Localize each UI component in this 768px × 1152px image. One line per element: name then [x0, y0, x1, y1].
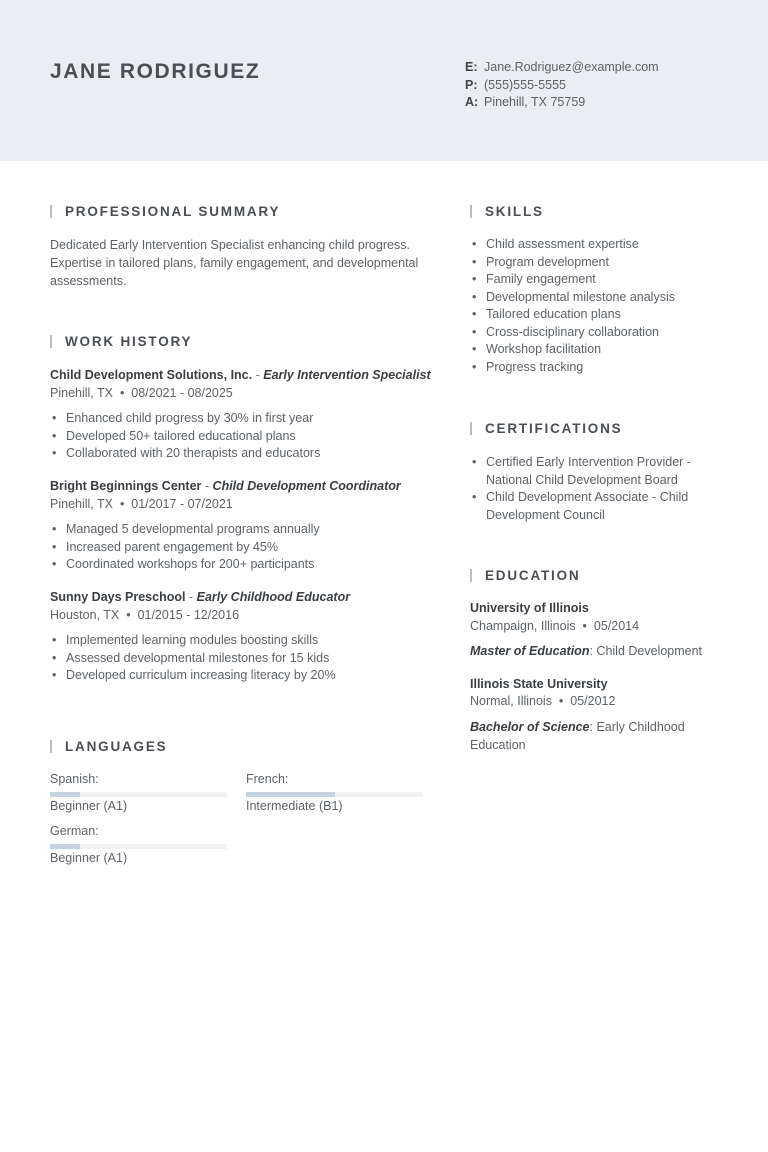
- list-item: • Certified Early Intervention Provider - National Child Development Board: [470, 454, 710, 489]
- contact-email-row: [465, 59, 659, 77]
- contact-email[interactable]: Jane.Rodriguez@example.com: [484, 60, 659, 74]
- job-company: Bright Beginnings Center: [50, 479, 202, 493]
- language-bar: [50, 792, 227, 797]
- candidate-name: JANE RODRIGUEZ: [50, 60, 261, 83]
- education-degree: [470, 718, 730, 754]
- list-item: • Assessed developmental milestones for 15 kids: [50, 650, 336, 668]
- list-item: • Program development: [470, 254, 730, 272]
- section-bar: [50, 205, 52, 218]
- education-school: University of Illinois: [470, 601, 589, 615]
- job-separator: -: [204, 479, 210, 493]
- list-item: • Cross-disciplinary collaboration: [470, 324, 730, 342]
- job-location: Pinehill, TX: [50, 497, 113, 511]
- list-item: • Collaborated with 20 therapists and educators: [50, 445, 320, 463]
- language-name: French:: [246, 772, 289, 786]
- contact-address: Pinehill, TX 75759: [484, 95, 586, 109]
- contact-block: [465, 59, 659, 112]
- job-location: Houston, TX: [50, 608, 120, 622]
- work-heading-text: WORK HISTORY: [65, 334, 193, 349]
- job-location: Pinehill, TX: [50, 386, 113, 400]
- certifications-heading: [470, 421, 622, 436]
- list-item: • Increased parent engagement by 45%: [50, 539, 320, 557]
- job-bullets: [50, 521, 320, 574]
- language-bar-fill: [50, 792, 80, 797]
- contact-phone-row: [465, 77, 659, 95]
- job-title: Child Development Coordinator: [212, 479, 401, 493]
- education-meta: Normal, Illinois • 05/2012: [470, 694, 616, 708]
- list-item: • Developed 50+ tailored educational plans: [50, 428, 320, 446]
- job-header: [50, 479, 401, 493]
- education-location: Normal, Illinois: [470, 694, 552, 708]
- language-name: Spanish:: [50, 772, 99, 786]
- education-school: Illinois State University: [470, 677, 608, 691]
- list-item: • Child assessment expertise: [470, 236, 730, 254]
- degree-field: : Child Development: [589, 644, 703, 658]
- job-header: [50, 590, 350, 604]
- list-item: • Workshop facilitation: [470, 341, 730, 359]
- section-bar: [470, 569, 472, 582]
- summary-heading-text: PROFESSIONAL SUMMARY: [65, 204, 281, 219]
- language-name: German:: [50, 824, 99, 838]
- education-degree: [470, 642, 730, 660]
- job-title: Early Childhood Educator: [196, 590, 351, 604]
- job-header: [50, 368, 431, 382]
- language-bar-fill: [246, 792, 335, 797]
- work-heading: [50, 334, 192, 349]
- job-bullets: [50, 632, 336, 685]
- contact-address-label: A:: [465, 95, 479, 109]
- language-bar: [246, 792, 423, 797]
- education-meta: Champaign, Illinois • 05/2014: [470, 619, 640, 633]
- language-bar-fill: [50, 844, 80, 849]
- job-meta: Pinehill, TX • 08/2021 - 08/2025: [50, 386, 233, 400]
- language-bar: [50, 844, 227, 849]
- degree-field: : Early Childhood Education: [470, 720, 685, 752]
- summary-heading: [50, 204, 280, 219]
- job-separator: -: [255, 368, 260, 382]
- degree-name: Master of Education: [470, 644, 590, 658]
- list-item: • Developed curriculum increasing literacy by 20%: [50, 667, 336, 685]
- certifications-list: [470, 454, 710, 524]
- education-heading: [470, 568, 580, 583]
- contact-phone-label: P:: [465, 77, 478, 92]
- job-bullets: [50, 410, 320, 463]
- education-date: 05/2014: [593, 619, 640, 633]
- job-company: Child Development Solutions, Inc.: [50, 368, 253, 382]
- language-level: Beginner (A1): [50, 851, 128, 865]
- list-item: • Family engagement: [470, 271, 730, 289]
- list-item: • Progress tracking: [470, 359, 730, 377]
- language-level: Intermediate (B1): [246, 799, 343, 813]
- section-bar: [50, 335, 52, 348]
- job-dates: 08/2021 - 08/2025: [131, 386, 233, 400]
- list-item: • Developmental milestone analysis: [470, 289, 730, 307]
- job-meta: Houston, TX • 01/2015 - 12/2016: [50, 608, 240, 622]
- skills-heading-text: SKILLS: [485, 204, 544, 219]
- skills-heading: [470, 204, 544, 219]
- list-item: • Enhanced child progress by 30% in first year: [50, 410, 320, 428]
- education-date: 05/2012: [570, 694, 616, 708]
- list-item: • Tailored education plans: [470, 306, 730, 324]
- languages-heading-text: LANGUAGES: [65, 739, 168, 754]
- section-bar: [470, 205, 472, 218]
- education-heading-text: EDUCATION: [485, 568, 581, 583]
- job-dates: 01/2017 - 07/2021: [131, 497, 233, 511]
- degree-name: Bachelor of Science: [470, 720, 590, 734]
- contact-phone: (555)555-5555: [484, 77, 567, 92]
- list-item: • Managed 5 developmental programs annually: [50, 521, 320, 539]
- job-separator: -: [188, 590, 194, 604]
- language-level: Beginner (A1): [50, 799, 128, 813]
- contact-address-row: [465, 94, 659, 112]
- skills-list: [470, 236, 730, 376]
- list-item: • Child Development Associate - Child Development Council: [470, 489, 710, 524]
- list-item: • Implemented learning modules boosting skills: [50, 632, 336, 650]
- list-item: • Coordinated workshops for 200+ participants: [50, 556, 320, 574]
- job-dates: 01/2015 - 12/2016: [137, 608, 240, 622]
- job-title: Early Intervention Specialist: [263, 368, 431, 382]
- job-meta: Pinehill, TX • 01/2017 - 07/2021: [50, 497, 233, 511]
- section-bar: [50, 740, 52, 753]
- contact-email-label: E:: [465, 60, 478, 74]
- education-location: Champaign, Illinois: [470, 619, 576, 633]
- job-company: Sunny Days Preschool: [50, 590, 186, 604]
- languages-heading: [50, 739, 167, 754]
- section-bar: [470, 422, 472, 435]
- certifications-heading-text: CERTIFICATIONS: [485, 421, 623, 436]
- summary-text: Dedicated Early Intervention Specialist enhancing child progress. Expertise in tailored plans, family engagement, and developmental assessments.: [50, 238, 419, 288]
